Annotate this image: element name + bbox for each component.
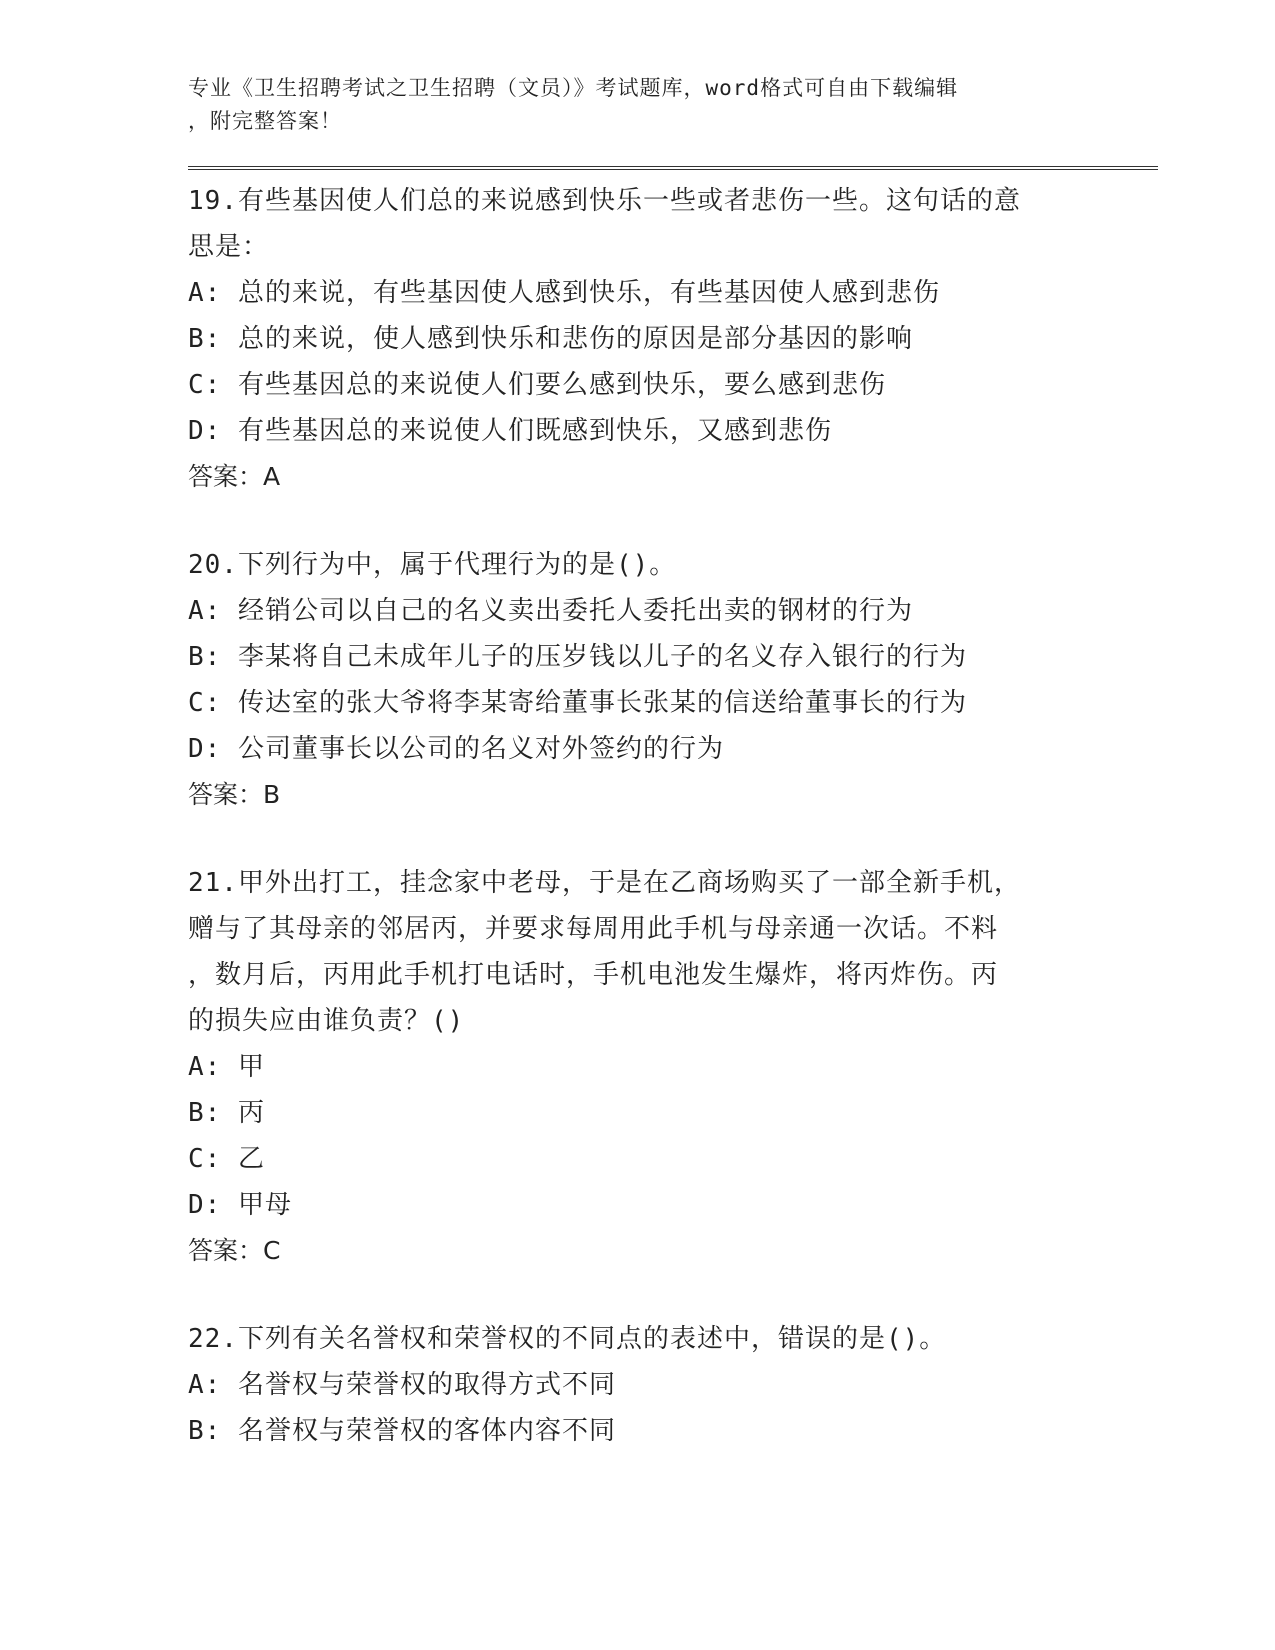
answer-line: 答案：C	[188, 1236, 281, 1265]
option-line: D: 有些基因总的来说使人们既感到快乐，又感到悲伤	[188, 416, 832, 446]
question-stem-line: ，数月后，丙用此手机打电话时，手机电池发生爆炸，将丙炸伤。丙	[188, 960, 999, 990]
header-line-1: 专业《卫生招聘考试之卫生招聘（文员）》考试题库，word格式可自由下载编辑	[188, 76, 959, 100]
option-line: C: 传达室的张大爷将李某寄给董事长张某的信送给董事长的行为	[188, 688, 967, 718]
question-block	[188, 860, 1158, 1274]
option-line: A: 总的来说，有些基因使人感到快乐，有些基因使人感到悲伤	[188, 278, 940, 308]
option-line: A: 名誉权与荣誉权的取得方式不同	[188, 1370, 616, 1400]
question-block	[188, 1316, 1158, 1454]
header-line-2: ，附完整答案！	[188, 109, 342, 133]
question-stem-line: 的损失应由谁负责？()	[188, 1006, 465, 1036]
question-stem	[188, 860, 1158, 1044]
question-stem	[188, 1316, 1158, 1362]
question-block	[188, 542, 1158, 818]
question-list	[188, 178, 1158, 1454]
question-stem-line: 思是：	[188, 232, 270, 262]
option-line: B: 名誉权与荣誉权的客体内容不同	[188, 1416, 616, 1446]
option-line: C: 有些基因总的来说使人们要么感到快乐，要么感到悲伤	[188, 370, 886, 400]
answer-line: 答案：B	[188, 780, 281, 809]
question-stem-line: 赠与了其母亲的邻居丙，并要求每周用此手机与母亲通一次话。不料	[188, 914, 999, 944]
answer-line: 答案：A	[188, 462, 281, 491]
question-stem	[188, 178, 1158, 270]
question-stem-line: 21.甲外出打工，挂念家中老母，于是在乙商场购买了一部全新手机，	[188, 868, 1021, 898]
document-page	[188, 72, 1158, 1496]
option-line: B: 丙	[188, 1098, 265, 1128]
option-line: B: 总的来说，使人感到快乐和悲伤的原因是部分基因的影响	[188, 324, 913, 354]
option-line: D: 甲母	[188, 1190, 292, 1220]
option-line: D: 公司董事长以公司的名义对外签约的行为	[188, 734, 724, 764]
document-header	[188, 72, 1068, 138]
header-divider	[188, 166, 1158, 170]
option-line: C: 乙	[188, 1144, 265, 1174]
option-line: A: 经销公司以自己的名义卖出委托人委托出卖的钢材的行为	[188, 596, 913, 626]
question-block	[188, 178, 1158, 500]
option-line: A: 甲	[188, 1052, 265, 1082]
option-line: B: 李某将自己未成年儿子的压岁钱以儿子的名义存入银行的行为	[188, 642, 967, 672]
question-stem-line: 20.下列行为中，属于代理行为的是()。	[188, 550, 677, 580]
question-stem	[188, 542, 1158, 588]
question-stem-line: 19.有些基因使人们总的来说感到快乐一些或者悲伤一些。这句话的意	[188, 186, 1021, 216]
question-stem-line: 22.下列有关名誉权和荣誉权的不同点的表述中，错误的是()。	[188, 1324, 947, 1354]
